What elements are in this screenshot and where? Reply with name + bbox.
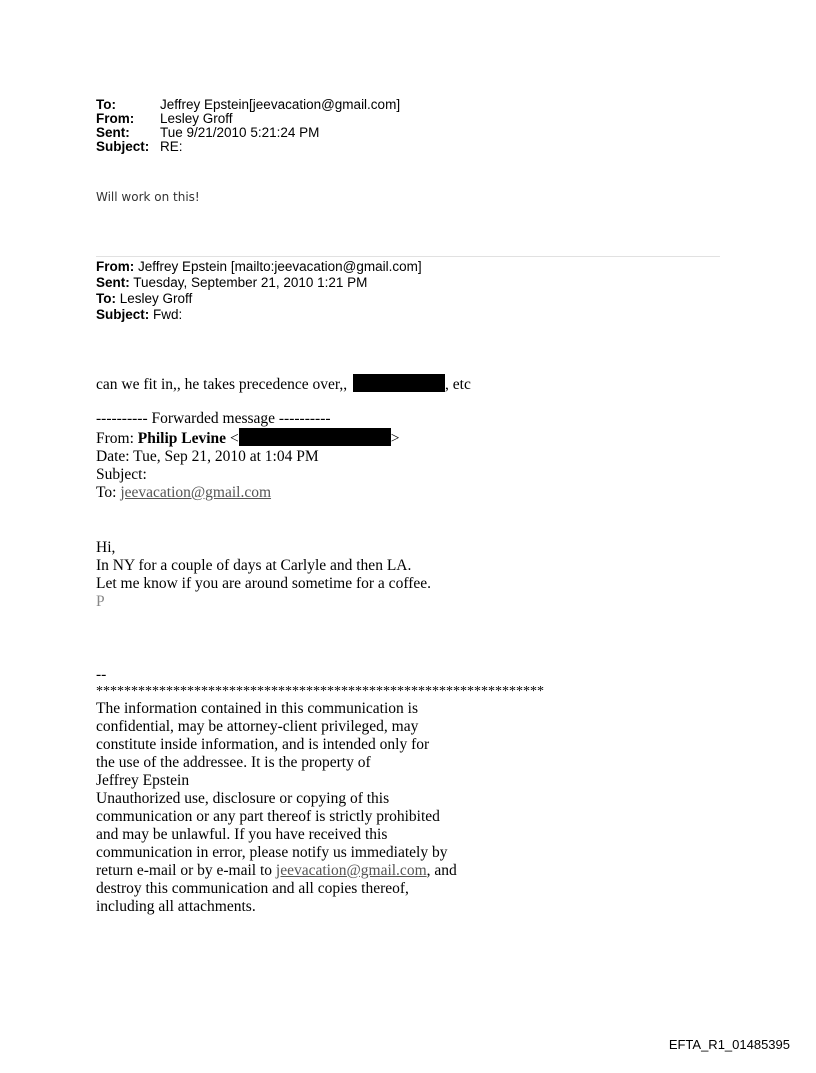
disclaimer-line (96, 862, 544, 880)
quoted-to-row (96, 291, 422, 307)
message-text-b: , etc (445, 376, 471, 393)
quote-divider (96, 256, 720, 257)
header-to-label: To: (96, 97, 116, 112)
quoted-to-value: Lesley Groff (119, 291, 193, 306)
disclaimer-stars: **************************************************************** (96, 684, 544, 699)
forwarded-from-open: < (226, 430, 239, 447)
note-line-2: Let me know if you are around sometime for a coffee. (96, 575, 431, 592)
forwarded-to-email-link[interactable]: jeevacation@gmail.com (120, 484, 272, 501)
forwarded-separator: ---------- Forwarded message ---------- (96, 410, 331, 427)
header-to-row (96, 98, 400, 112)
disclaimer-line: constitute inside information, and is intended only for (96, 736, 430, 753)
disclaimer-line: Jeffrey Epstein (96, 772, 190, 789)
quoted-from-label: From: (96, 259, 135, 274)
forwarded-subject: Subject: (96, 466, 147, 483)
disclaimer-line: The information contained in this communication is (96, 700, 418, 717)
email-header (96, 98, 400, 154)
header-from-label: From: (96, 111, 135, 126)
note-block (96, 539, 431, 611)
disclaimer-line-10-b: , and (426, 862, 457, 879)
message-text-a: can we fit in,, he takes precedence over,, (96, 376, 348, 393)
header-subject-label: Subject: (96, 139, 150, 154)
note-signoff: P (96, 593, 105, 610)
disclaimer-dashes: -- (96, 666, 107, 683)
header-subject-value: RE: (160, 139, 183, 154)
disclaimer-line: confidential, may be attorney-client privileged, may (96, 718, 419, 735)
redaction-block (239, 428, 391, 446)
quoted-from-row (96, 259, 422, 275)
header-sent-value: Tue 9/21/2010 5:21:24 PM (160, 125, 320, 140)
reply-text: Will work on this! (96, 190, 200, 204)
forwarded-from-name: Philip Levine (137, 430, 227, 447)
forwarded-from-label: From: (96, 430, 138, 447)
disclaimer-line: communication in error, please notify us immediately by (96, 844, 448, 861)
quoted-sent-value: Tuesday, September 21, 2010 1:21 PM (133, 275, 368, 290)
disclaimer-line: the use of the addressee. It is the property of (96, 754, 371, 771)
disclaimer-line: including all attachments. (96, 898, 256, 915)
forwarded-from-row (96, 428, 399, 448)
disclaimer-line: Unauthorized use, disclosure or copying of this (96, 790, 390, 807)
forwarded-block (96, 410, 399, 502)
forwarded-to-label: To: (96, 484, 121, 501)
disclaimer-line-10-a: return e-mail or by e-mail to (96, 862, 276, 879)
disclaimer-block (96, 666, 544, 916)
quoted-subject-row (96, 307, 422, 323)
header-sent-row (96, 126, 400, 140)
disclaimer-email-link[interactable]: jeevacation@gmail.com (275, 862, 427, 879)
disclaimer-line: destroy this communication and all copies thereof, (96, 880, 409, 897)
document-id: EFTA_R1_01485395 (668, 1037, 790, 1052)
redaction-block (353, 374, 445, 392)
forwarded-from-close: > (390, 430, 400, 447)
quoted-subject-label: Subject: (96, 307, 150, 322)
disclaimer-line: and may be unlawful. If you have received this (96, 826, 388, 843)
disclaimer-line: communication or any part thereof is strictly prohibited (96, 808, 440, 825)
message-line (96, 374, 471, 394)
quoted-sent-label: Sent: (96, 275, 130, 290)
header-sent-label: Sent: (96, 125, 130, 140)
forwarded-to-row (96, 484, 399, 502)
forwarded-date: Date: Tue, Sep 21, 2010 at 1:04 PM (96, 448, 319, 465)
quoted-to-label: To: (96, 291, 116, 306)
header-from-row (96, 112, 400, 126)
note-greeting: Hi, (96, 539, 116, 556)
quoted-header (96, 259, 422, 323)
note-line-1: In NY for a couple of days at Carlyle and then LA. (96, 557, 412, 574)
quoted-from-value: Jeffrey Epstein [mailto:jeevacation@gmail.com] (138, 259, 422, 274)
quoted-sent-row (96, 275, 422, 291)
header-subject-row (96, 140, 400, 154)
quoted-subject-value: Fwd: (153, 307, 183, 322)
header-from-value: Lesley Groff (160, 111, 233, 126)
header-to-value: Jeffrey Epstein[jeevacation@gmail.com] (160, 97, 401, 112)
